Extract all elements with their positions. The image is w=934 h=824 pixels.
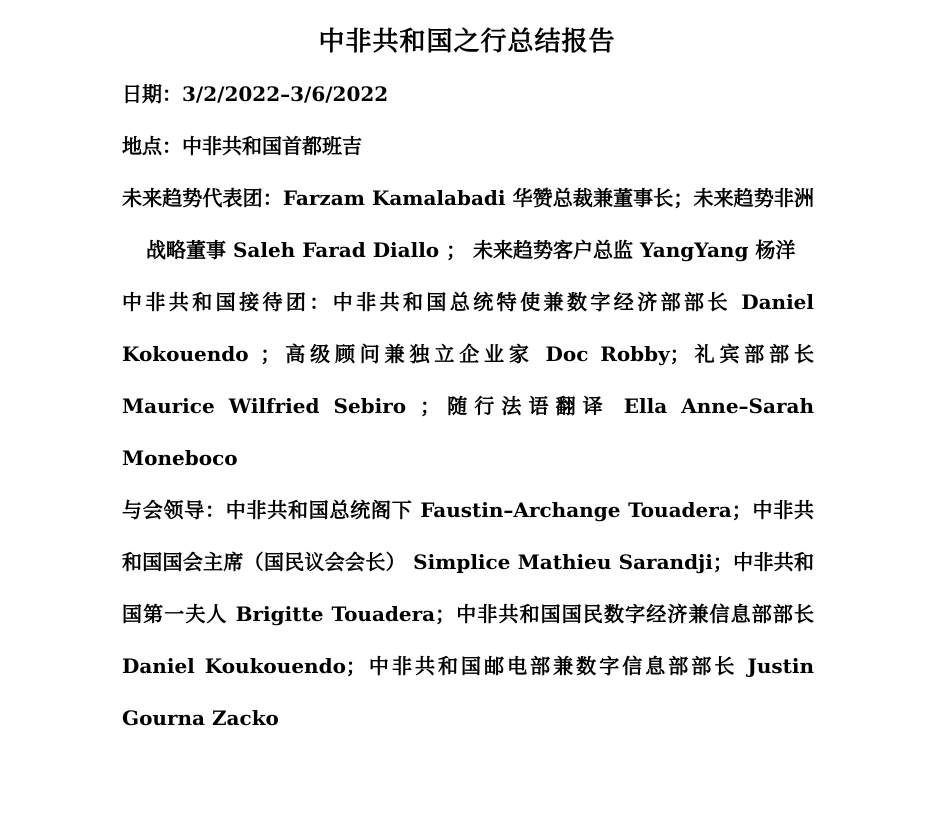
attending-leaders-label: 与会领导： <box>122 498 226 522</box>
location-line <box>122 120 814 172</box>
report-title: 中非共和国之行总结报告 <box>318 27 616 57</box>
future-delegation-label: 未来趋势代表团： <box>122 186 283 210</box>
location-value: 中非共和国首都班吉 <box>182 134 362 158</box>
date-line <box>122 68 814 120</box>
future-delegation-paragraph <box>122 172 814 276</box>
car-reception-paragraph <box>122 276 814 484</box>
attending-leaders-paragraph <box>122 484 814 744</box>
location-label: 地点： <box>122 134 182 158</box>
attending-leaders-value: 中非共和国总统阁下 Faustin–Archange Touadera；中非共和国国会主席（国民议会会长） Simplice Mathieu Sarandji；中非共和国第一夫人 Brigitte Touadera；中非共和国国民数字经济兼信息部部长 Daniel Koukouendo；中非共和国邮电部兼数字信息部部长 Justin Gourna Zacko <box>122 498 814 730</box>
future-delegation-value: Farzam Kamalabadi 华赞总裁兼董事长；未来趋势非洲战略董事 Saleh Farad Diallo ； 未来趋势客户总监 YangYang 杨洋 <box>146 186 814 262</box>
date-label: 日期： <box>122 82 182 106</box>
date-value: 3/2/2022–3/6/2022 <box>182 82 389 106</box>
car-reception-value: 中非共和国总统特使兼数字经济部部长 Daniel Kokouendo ；高级顾问兼独立企业家 Doc Robby；礼宾部部长 Maurice Wilfried Sebiro ；随行法语翻译 Ella Anne–Sarah Moneboco <box>122 290 815 470</box>
car-reception-label: 中非共和国接待团： <box>122 290 333 314</box>
report-body <box>122 68 814 744</box>
